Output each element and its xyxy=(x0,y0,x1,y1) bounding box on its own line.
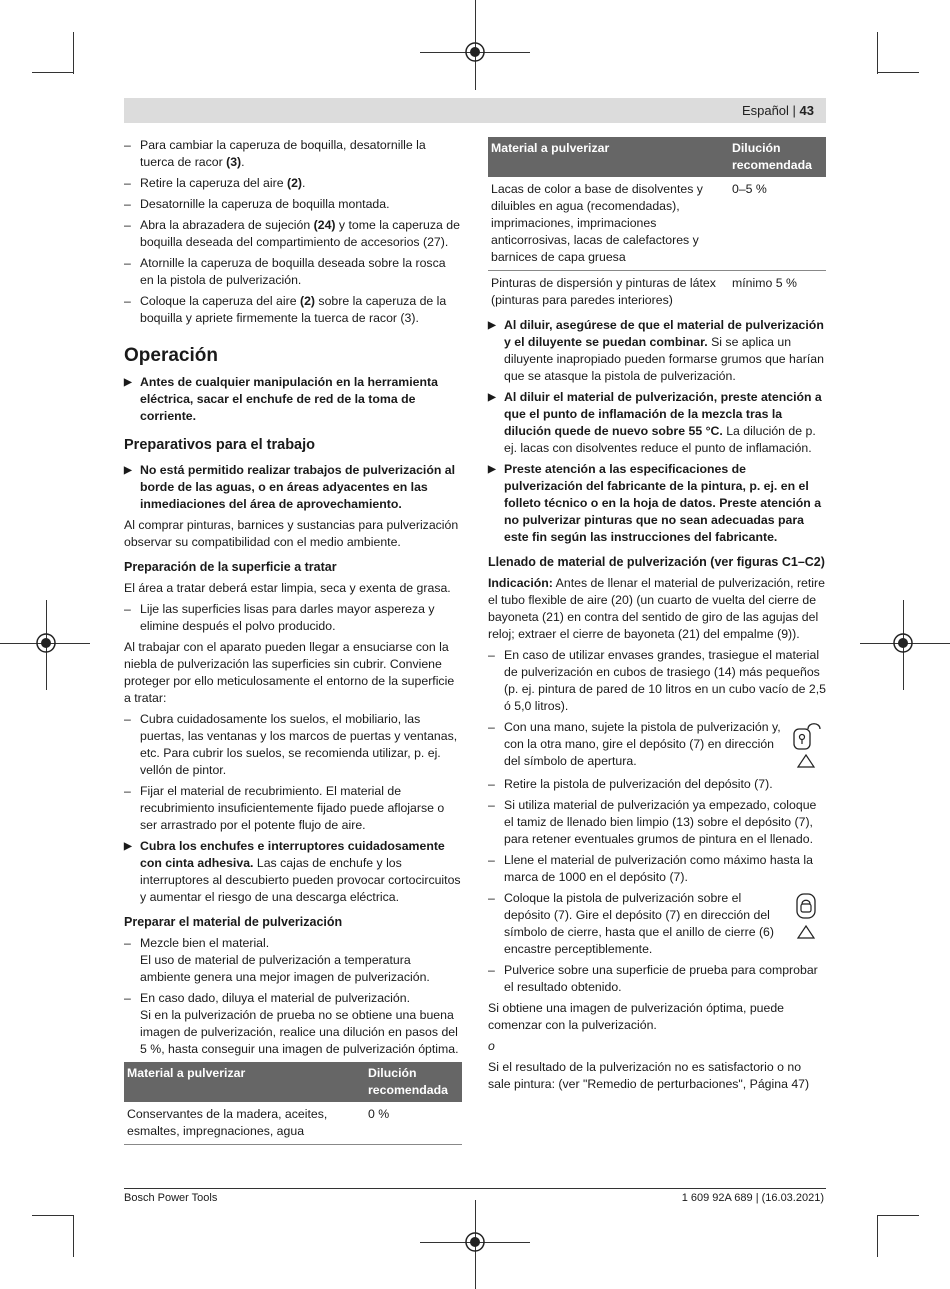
warning-item: ▶ Al diluir, asegúrese de que el material de pulverización y el diluyente se puedan combinar. Si se aplica un diluyente inapropiado pueden formarse grumos que harían que se atasque la pistola de pulverización. xyxy=(488,317,826,385)
list-item: – Con una mano, sujete la pistola de pulverización y, con la otra mano, gire el depósito (7) en dirección del símbolo de apertura. xyxy=(488,719,786,770)
paragraph: Al comprar pinturas, barnices y sustancias para pulverización observar su compatibilidad con el medio ambiente. xyxy=(124,518,459,549)
list-item: – Llene el material de pulverización como máximo hasta la marca de 1000 en el depósito (7). xyxy=(488,852,826,886)
crop-mark xyxy=(73,32,74,74)
warning-item: ▶ No está permitido realizar trabajos de pulverización al borde de las aguas, o en áreas adyacentes en las inmediaciones del área de aprovechamiento. xyxy=(124,462,462,513)
table-header: Dilución recomendada xyxy=(365,1062,462,1102)
left-column xyxy=(124,137,462,1149)
subsection-title-surface: Preparación de la superficie a tratar xyxy=(124,560,337,574)
header-bar xyxy=(124,98,826,123)
paragraph: Si obtiene una imagen de pulverización óptima, puede comenzar con la pulverización. xyxy=(488,1001,785,1032)
list-item: – Fijar el material de recubrimiento. El material de recubrimiento insuficientemente fijado puede aflojarse o ser arrastrado por el potente flujo de aire. xyxy=(124,783,462,834)
table-header: Material a pulverizar xyxy=(124,1062,365,1102)
table-row: Conservantes de la madera, aceites, esmaltes, impregnaciones, agua 0 % xyxy=(124,1102,462,1145)
footer-brand: Bosch Power Tools xyxy=(124,1192,218,1204)
right-column xyxy=(488,137,826,1097)
section-title-operation: Operación xyxy=(124,345,218,366)
list-item-with-icon xyxy=(488,890,826,962)
registration-target-icon xyxy=(460,1227,490,1257)
footer-rule xyxy=(124,1188,826,1189)
warning-item: ▶ Preste atención a las especificaciones de pulverización del fabricante de la pintura, p. ej. en el folleto técnico o en la hoja de datos. Preste atención a no pulverizar pinturas que no sean adecuadas para este fin según las instrucciones del fabricante. xyxy=(488,461,826,546)
list-item: – Abra la abrazadera de sujeción (24) y tome la caperuza de boquilla deseada del compartimiento de accesorios (27). xyxy=(124,217,462,251)
warning-item: ▶ Antes de cualquier manipulación en la herramienta eléctrica, sacar el enchufe de red de la toma de corriente. xyxy=(124,374,462,425)
dilution-table xyxy=(124,1062,462,1145)
note-paragraph: Indicación: Antes de llenar el material de pulverización, retire el tubo flexible de aire (20) (un cuarto de vuelta del cierre de bayoneta (21) en contra del sentido de giro de las agujas del reloj; extraer el cierre de bayoneta (21) del empalme (9)). xyxy=(488,576,825,641)
paragraph: Si el resultado de la pulverización no es satisfactorio o no sale pintura: (ver "Remedio de perturbaciones", Página 47) xyxy=(488,1060,810,1091)
warning-item: ▶ Cubra los enchufes e interruptores cuidadosamente con cinta adhesiva. Las cajas de enchufe y los interruptores al descubierto pueden provocar cortocircuitos y aumentar el riesgo de una descarga eléctrica. xyxy=(124,838,462,906)
list-item: – Si utiliza material de pulverización ya empezado, coloque el tamiz de llenado bien limpio (13) sobre el depósito (7), para retener eventuales grumos de pintura en el llenado. xyxy=(488,797,826,848)
list-item: – Lije las superficies lisas para darles mayor aspereza y elimine después el polvo producido. xyxy=(124,601,462,635)
registration-target-icon xyxy=(31,628,61,658)
list-item: – Desatornille la caperuza de boquilla montada. xyxy=(124,196,462,213)
crop-mark xyxy=(877,72,919,73)
list-item: – En caso dado, diluya el material de pulverización. Si en la pulverización de prueba no se obtiene una buena imagen de pulverización, realice una dilución en pasos del 5 %, hasta conseguir una imagen de pulverización óptima. xyxy=(124,990,462,1058)
list-item: – Retire la pistola de pulverización del depósito (7). xyxy=(488,776,826,793)
list-item: – Retire la caperuza del aire (2). xyxy=(124,175,462,192)
crop-mark xyxy=(877,1215,919,1216)
list-item: – Pulverice sobre una superficie de prueba para comprobar el resultado obtenido. xyxy=(488,962,826,996)
list-item: – Mezcle bien el material. El uso de material de pulverización a temperatura ambiente genera una mejor imagen de pulverización. xyxy=(124,935,462,986)
dilution-table xyxy=(488,137,826,313)
table-row: Pinturas de dispersión y pinturas de látex (pinturas para paredes interiores) mínimo 5 % xyxy=(491,276,797,307)
list-item-with-icon xyxy=(488,719,826,776)
table-header: Material a pulverizar xyxy=(488,137,729,177)
crop-mark xyxy=(32,1215,74,1216)
crop-mark xyxy=(32,72,74,73)
page-header: Español | 43 xyxy=(741,103,814,118)
list-item: – Atornille la caperuza de boquilla deseada sobre la rosca en la pistola de pulverización. xyxy=(124,255,462,289)
subsection-title-filling: Llenado de material de pulverización (ver figuras C1–C2) xyxy=(488,555,825,569)
crop-mark xyxy=(877,1215,878,1257)
list-item: – Coloque la caperuza del aire (2) sobre la caperuza de la boquilla y apriete firmemente la tuerca de racor (3). xyxy=(124,293,462,327)
crop-mark xyxy=(73,1215,74,1257)
or-text: o xyxy=(488,1039,495,1053)
registration-target-icon xyxy=(460,37,490,67)
registration-target-icon xyxy=(888,628,918,658)
paragraph: Al trabajar con el aparato pueden llegar a ensuciarse con la niebla de pulverización las superficies sin cubrir. Conviene proteger por ello meticulosamente el entorno de la superficie a tratar: xyxy=(124,640,455,705)
unlock-icon xyxy=(786,719,826,776)
list-item: – Coloque la pistola de pulverización sobre el depósito (7). Gire el depósito (7) en dirección del símbolo de cierre, hasta que el anillo de cierre (6) encastre perceptiblemente. xyxy=(488,890,786,958)
list-item: – Para cambiar la caperuza de boquilla, desatornille la tuerca de racor (3). xyxy=(124,137,462,171)
lock-icon xyxy=(786,890,826,947)
list-item: – Cubra cuidadosamente los suelos, el mobiliario, las puertas, las ventanas y los marcos de puertas y ventanas, etc. Para cubrir los suelos, se recomienda utilizar, p. ej. vellón de pintor. xyxy=(124,711,462,779)
crop-mark xyxy=(877,32,878,74)
table-header: Dilución recomendada xyxy=(729,137,826,177)
subsection-title-material: Preparar el material de pulverización xyxy=(124,915,343,929)
warning-item: ▶ Al diluir el material de pulverización, preste atención a que el punto de inflamación de la mezcla tras la dilución quede de nuevo sobre 55 °C. La dilución de p. ej. lacas con disolventes reduce el punto de inflamación. xyxy=(488,389,826,457)
page-number: 43 xyxy=(799,103,814,118)
section-title-preparation: Preparativos para el trabajo xyxy=(124,437,315,453)
paragraph: El área a tratar deberá estar limpia, seca y exenta de grasa. xyxy=(124,581,451,595)
list-item: – En caso de utilizar envases grandes, trasiegue el material de pulverización en cubos de trasiego (14) más pequeños (p. ej. pintura de pared de 10 litros en un cubo vacío de 2,5 ó 5,0 litros). xyxy=(488,647,826,715)
footer-doc-number: 1 609 92A 689 | (16.03.2021) xyxy=(681,1192,824,1204)
table-row: Lacas de color a base de disolventes y diluibles en agua (recomendadas), imprimaciones, imprimaciones anticorrosivas, lacas de calefactores y barnices de capa gruesa 0–5 % xyxy=(488,177,826,271)
header-language: Español xyxy=(741,103,789,118)
